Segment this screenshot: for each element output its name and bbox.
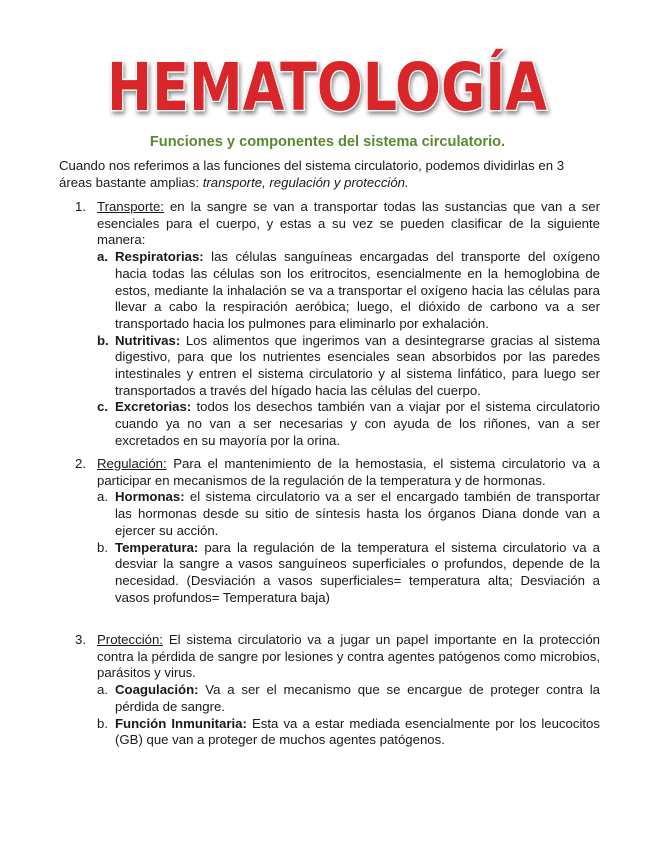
section-text: El sistema circulatorio va a jugar un papel importante en la protección contra la pérdida de sangre por lesiones y contra agentes patógenos como microbios, parásitos y virus. <box>97 632 600 681</box>
list-item <box>97 489 600 539</box>
section-heading: Protección: <box>97 632 163 647</box>
section-regulacion <box>75 456 600 606</box>
item-letter: a. <box>97 489 108 505</box>
item-term: Coagulación: <box>115 682 199 698</box>
list-item <box>97 249 600 333</box>
title-text: HEMATOLOGÍA <box>107 49 646 126</box>
item-letter: b. <box>97 539 108 555</box>
page-title <box>0 46 655 126</box>
item-letter: a. <box>97 682 108 698</box>
intro-paragraph <box>59 157 599 191</box>
subtitle: Funciones y componentes del sistema circulatorio. <box>149 134 506 150</box>
section-transporte <box>75 199 600 450</box>
item-letter: a. <box>97 249 108 265</box>
section-proteccion <box>75 632 600 749</box>
intro-text: Cuando nos referimos a las funciones del sistema circulatorio, podemos dividirlas en 3 áreas bastante amplias: <box>59 158 565 191</box>
section-heading: Regulación: <box>97 456 167 471</box>
item-letter: c. <box>97 399 108 415</box>
section-number: 2. <box>75 456 86 471</box>
item-text: las células sanguíneas encargadas del transporte del oxígeno hacia todas las células son los eritrocitos, esencialmente en la hemoglobina de estos, mediante la inhalación se va a transportar el oxígeno hacia las células para llevar a cabo la respiración aeróbica; luego, el dióxido de carbono va a ser transportado hacia los pulmones para eliminarlo por exhalación. <box>115 249 600 331</box>
section-text: Para el mantenimiento de la hemostasia, el sistema circulatorio va a participar en mecanismos de la regulación de la temperatura y de hormonas. <box>97 456 600 488</box>
item-term: Temperatura: <box>115 539 199 555</box>
item-text: para la regulación de la temperatura el sistema circulatorio va a desviar la sangre a vasos sanguíneos superficiales o profundos, depende de la necesidad. (Desviación a vasos superficiales= temperatura alta; Desviación a vasos profundos= Temperatura baja) <box>115 539 600 605</box>
item-text: el sistema circulatorio va a ser el encargado también de transportar las hormonas desde su sitio de síntesis hasta los órganos Diana donde van a ejercer su acción. <box>115 489 600 538</box>
item-term: Función Inmunitaria: <box>115 715 247 731</box>
item-term: Respiratorias: <box>115 249 204 265</box>
item-text: Los alimentos que ingerimos van a desintegrarse gracias al sistema digestivo, para que los nutrientes esenciales sean absorbidos por las paredes intestinales y entren el sistema circulatorio y al sistema linfático, para luego ser transportados a través del hígado hacia las células del cuerpo. <box>115 332 600 398</box>
item-term: Nutritivas: <box>115 332 181 348</box>
section-number: 3. <box>75 632 86 647</box>
item-term: Hormonas: <box>115 489 185 505</box>
list-item <box>97 540 600 607</box>
item-letter: b. <box>97 715 108 731</box>
item-text: Esta va a estar mediada esencialmente por los leucocitos (GB) que van a proteger de muchos agentes patógenos. <box>115 715 600 748</box>
list-item <box>97 682 600 715</box>
list-item <box>97 399 600 449</box>
section-number: 1. <box>75 199 86 214</box>
section-heading: Transporte: <box>97 199 164 214</box>
list-item <box>97 716 600 749</box>
section-text: en la sangre se van a transportar todas las sustancias que van a ser esenciales para el cuerpo, y estas a su vez se pueden clasificar de la siguiente manera: <box>97 199 600 248</box>
intro-emphasis: transporte, regulación y protección. <box>202 175 409 191</box>
item-term: Excretorias: <box>115 399 192 415</box>
item-text: todos los desechos también van a viajar por el sistema circulatorio cuando ya no van a ser necesarias y con ayuda de los riñones, van a ser excretados en su mayoría por la orina. <box>115 399 600 448</box>
list-item <box>97 333 600 400</box>
item-letter: b. <box>97 332 109 348</box>
item-text: Va a ser el mecanismo que se encargue de proteger contra la pérdida de sangre. <box>115 682 600 714</box>
